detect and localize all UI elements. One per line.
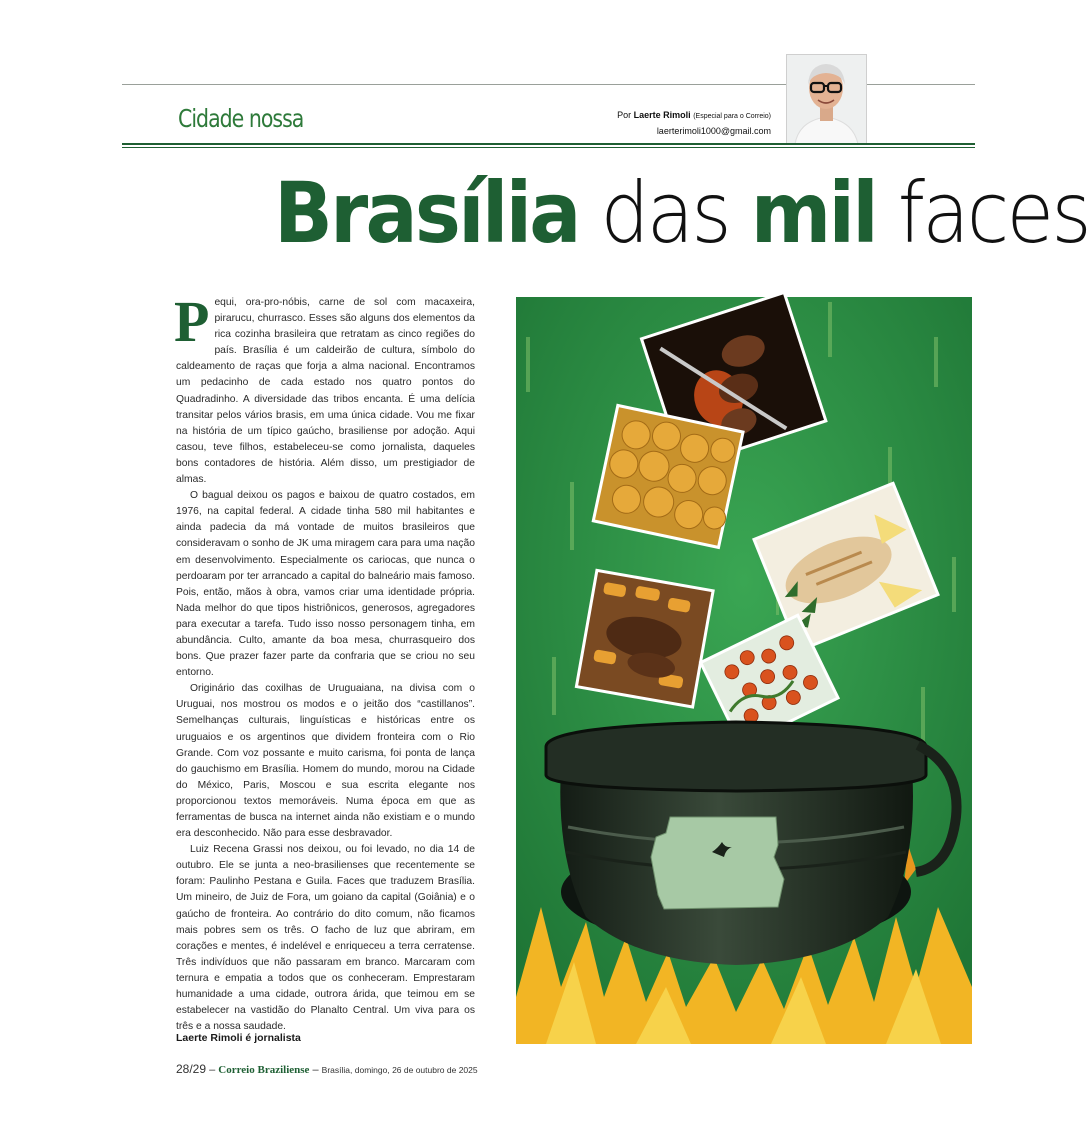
headline-word: Brasília (274, 164, 579, 262)
article-body (174, 289, 475, 1035)
headline (274, 164, 1089, 262)
header-rule-thin (122, 147, 975, 148)
headline-word: faces (897, 164, 1089, 262)
paragraph-text: equi, ora-pro-nóbis, carne de sol com macaxeira, pirarucu, churrasco. Esses são alguns dos elementos da rica cozinha brasileira que retratam as cinco regiões do país. Brasília é um caldeirão de cultura, símbolo do caldeamento de raças que forja a alma nacional. Encontramos um pedacinho de cada estado nos quatro pontos do Quadradinho. A diversidade das tribos encanta. É uma delícia transitar pelos vários brasis, em uma única cidade. Vou me fixar na história de um típico gaúcho, brasiliense por adoção. Aqui casou, teve filhos, estabeleceu-se como jornalista, daqueles bons contadores de história. Além disso, um prestigiador de almas. (176, 297, 475, 486)
author-note: (Especial para o Correio) (693, 113, 771, 120)
paragraph: Originário das coxilhas de Uruguaiana, na divisa com o Uruguai, nos mostrou os modos e o jeitão dos “castillanos”. Semelhanças culturais, linguísticas e históricas entre os uruguaios e os argentinos que dividem fronteira com o Rio Grande. Com voz possante e muito carisma, foi ponta de lança do gauchismo em Brasília. Homem do mundo, morou na Cidade do México, Paris, Moscou e sua escrita elegante nos proporcionou textos memoráveis. Numa época em que as ferramentas de busca na internet ainda não existiam e o mundo era desconhecido. Não para esse desbravador. (176, 683, 475, 840)
byline (617, 108, 771, 139)
author-signature: Laerte Rimoli é jornalista (176, 1032, 301, 1044)
paragraph: Luiz Recena Grassi nos deixou, ou foi levado, no dia 14 de outubro. Ele se junta a neo-brasilienses que recentemente se foram: Paulinho Pestana e Guila. Faces que traduzem Brasília. Um mineiro, de Juiz de Fora, um goiano da capital (Goiânia) e o gaúcho de fronteira. Ao contrário do dito comum, não ficamos mais pobres sem os três. O facho de luz que abriram, em corações e mentes, é indelével e enriqueceu a terra cerratense. Três indivíduos que não passaram em branco. Marcaram com ternura e empatia a todos que os conheceram. Emprestaram humanidade a uma cidade, outrora árida, que teimou em se estabelecer na vastidão do Planalto Central. Um viva para os três e a nossa saudade. (176, 844, 475, 1033)
paragraph (174, 289, 475, 488)
dateline: Brasília, domingo, 26 de outubro de 2025 (321, 1065, 478, 1075)
newspaper-brand: Correio Braziliense (218, 1064, 310, 1076)
headline-word: das (600, 164, 729, 262)
page-number: 28/29 (176, 1062, 207, 1076)
author-name: Laerte Rimoli (633, 110, 691, 120)
section-title: Cidade nossa (178, 104, 304, 133)
page-footer (176, 1062, 478, 1076)
header-rule (122, 143, 975, 145)
drop-cap: P (174, 289, 210, 354)
author-email[interactable]: laerterimoli1000@gmail.com (656, 126, 771, 136)
headline-word: mil (750, 164, 876, 262)
footer-dash: – (312, 1064, 319, 1076)
byline-prefix: Por (617, 110, 632, 120)
author-portrait-image (787, 55, 866, 144)
illustration (516, 297, 972, 1044)
paragraph: O bagual deixou os pagos e baixou de quatro costados, em 1976, na capital federal. A cidade tinha 580 mil habitantes e ainda padecia da má vontade de muitos brasileiros que consideravam o sonho de JK uma miragem cara para uma nação em desenvolvimento. Especialmente os cariocas, que nunca o perdoaram por ter arrancado a capital do balneário mais famoso. Pois, então, mãos à obra, vamos criar uma identidade própria. Nada melhor do que tipos histriônicos, generosos, agregadores para executar a tarefa. Tudo isso nosso personagem tinha, em abundância. Culto, amante da boa mesa, churrasqueiro dos bons. Que prazer fazer parte da confraria que se criou no seu entorno. (176, 490, 475, 679)
cauldron-illustration (516, 297, 972, 1044)
author-photo (786, 54, 867, 145)
footer-dash: – (209, 1064, 216, 1076)
